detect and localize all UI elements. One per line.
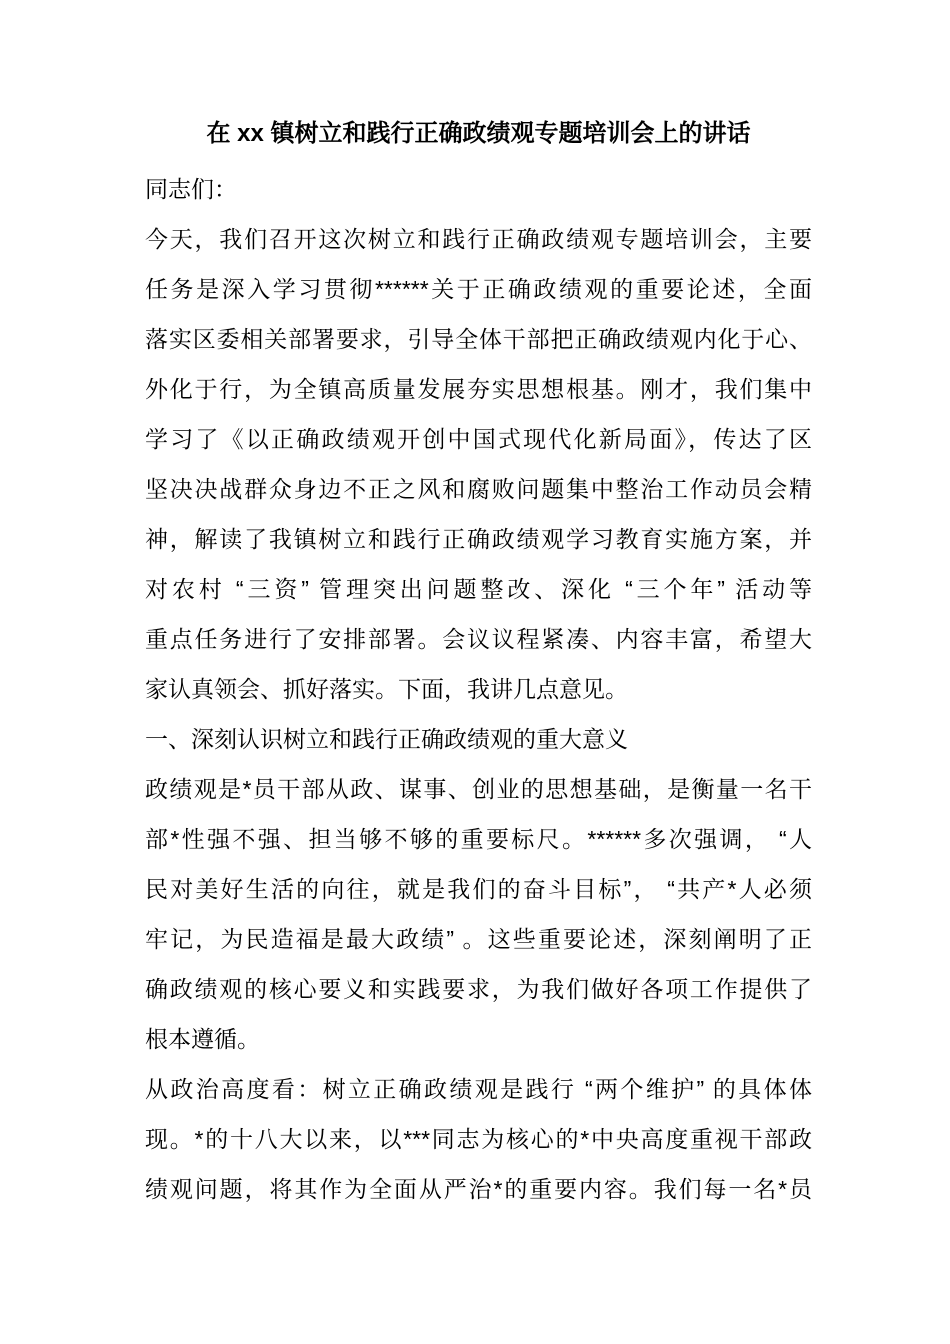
text-line: 神，解读了我镇树立和践行正确政绩观学习教育实施方案，并 bbox=[145, 526, 812, 552]
paragraph-body bbox=[145, 764, 812, 1064]
text-line: 根本遵循。 bbox=[145, 1026, 260, 1052]
text-line: 民对美好生活的向往，就是我们的奋斗目标”， “共产*人必须 bbox=[145, 876, 812, 902]
document-body bbox=[145, 164, 812, 1214]
text-line: 一、深刻认识树立和践行正确政绩观的重大意义 bbox=[145, 726, 628, 752]
text-line: 现。*的十八大以来，以***同志为核心的*中央高度重视干部政 bbox=[145, 1126, 812, 1152]
text-line: 对农村 “三资” 管理突出问题整改、深化 “三个年” 活动等 bbox=[145, 576, 812, 602]
text-line: 落实区委相关部署要求，引导全体干部把正确政绩观内化于心、 bbox=[145, 326, 812, 352]
text-line: 从政治高度看：树立正确政绩观是践行 “两个维护” 的具体体 bbox=[145, 1076, 812, 1102]
paragraph-opening bbox=[145, 214, 812, 714]
text-line: 家认真领会、抓好落实。下面，我讲几点意见。 bbox=[145, 676, 628, 702]
paragraph-heading bbox=[145, 714, 812, 764]
text-line: 牢记，为民造福是最大政绩” 。这些重要论述，深刻阐明了正 bbox=[145, 926, 812, 952]
paragraph-salutation bbox=[145, 164, 812, 214]
text-line: 任务是深入学习贯彻******关于正确政绩观的重要论述，全面 bbox=[145, 276, 812, 302]
document-title: 在 xx 镇树立和践行正确政绩观专题培训会上的讲话 bbox=[206, 120, 751, 147]
text-line: 学习了《以正确政绩观开创中国式现代化新局面》，传达了区 bbox=[145, 426, 812, 452]
document-content bbox=[145, 110, 812, 1214]
text-line: 部*性强不强、担当够不够的重要标尺。******多次强调， “人 bbox=[145, 826, 812, 852]
text-line: 外化于行，为全镇高质量发展夯实思想根基。刚才，我们集中 bbox=[145, 376, 812, 402]
text-line: 政绩观是*员干部从政、谋事、创业的思想基础，是衡量一名干 bbox=[145, 776, 812, 802]
paragraph-body bbox=[145, 1064, 812, 1214]
text-line: 确政绩观的核心要义和实践要求，为我们做好各项工作提供了 bbox=[145, 976, 812, 1002]
text-line: 同志们： bbox=[145, 176, 237, 202]
text-line: 重点任务进行了安排部署。会议议程紧凑、内容丰富，希望大 bbox=[145, 626, 812, 652]
text-line: 今天，我们召开这次树立和践行正确政绩观专题培训会，主要 bbox=[145, 226, 812, 252]
text-line: 绩观问题，将其作为全面从严治*的重要内容。我们每一名*员 bbox=[145, 1176, 812, 1202]
text-line: 坚决决战群众身边不正之风和腐败问题集中整治工作动员会精 bbox=[145, 476, 812, 502]
